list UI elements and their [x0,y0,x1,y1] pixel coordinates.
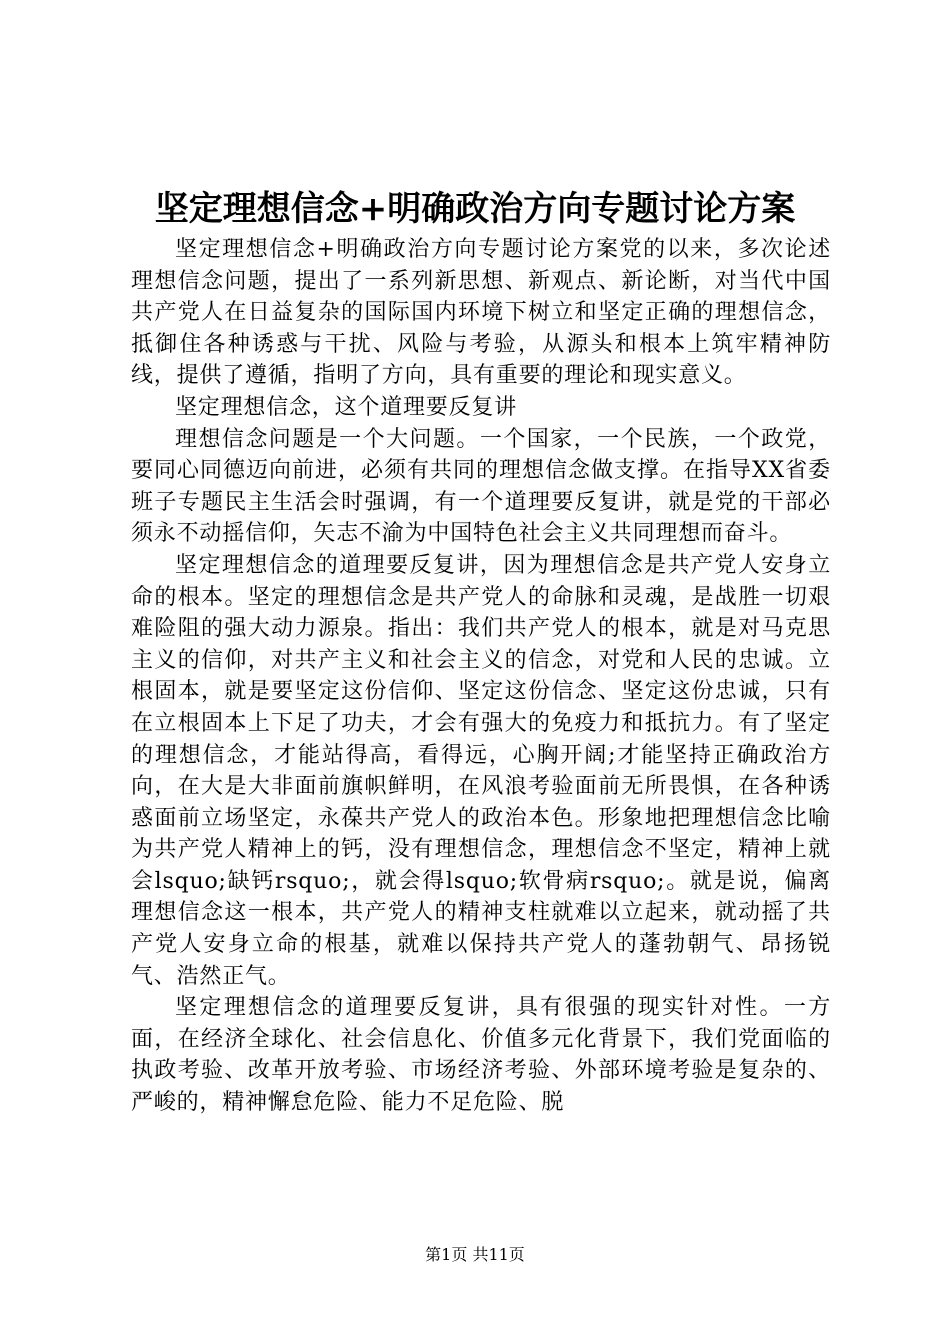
paragraph-intro: 坚定理想信念+明确政治方向专题讨论方案党的以来，多次论述理想信念问题，提出了一系列新思想、新观点、新论断，对当代中国共产党人在日益复杂的国际国内环境下树立和坚定正确的理想信念，抵御住各种诱惑与干扰、风险与考验，从源头和根本上筑牢精神防线，提供了遵循，指明了方向，具有重要的理论和现实意义。 [131,237,831,389]
document-title: 坚定理想信念+明确政治方向专题讨论方案 [154,189,796,229]
paragraph-3: 坚定理想信念的道理要反复讲，因为理想信念是共产党人安身立命的根本。坚定的理想信念是共产党人的命脉和灵魂，是战胜一切艰难险阻的强大动力源泉。指出：我们共产党人的根本，就是对马克思主义的信仰，对共产主义和社会主义的信念，对党和人民的忠诚。立根固本，就是要坚定这份信仰、坚定这份信念、坚定这份忠诚，只有在立根固本上下足了功夫，才会有强大的免疫力和抵抗力。有了坚定的理想信念，才能站得高，看得远，心胸开阔;才能坚持正确政治方向，在大是大非面前旗帜鲜明，在风浪考验面前无所畏惧，在各种诱惑面前立场坚定，永葆共产党人的政治本色。形象地把理想信念比喻为共产党人精神上的钙，没有理想信念，理想信念不坚定，精神上就会lsquo;缺钙rsquo;，就会得lsquo;软骨病rsquo;。就是说，偏离理想信念这一根本，共产党人的精神支柱就难以立起来，就动摇了共产党人安身立命的根基，就难以保持共产党人的蓬勃朝气、昂扬锐气、浩然正气。 [131,552,831,989]
paragraph-subheading: 坚定理想信念，这个道理要反复讲 [175,394,518,420]
paragraph-2: 理想信念问题是一个大问题。一个国家，一个民族，一个政党，要同心同德迈向前进，必须有共同的理想信念做支撑。在指导XX省委班子专题民主生活会时强调，有一个道理要反复讲，就是党的干部必须永不动摇信仰，矢志不渝为中国特色社会主义共同理想而奋斗。 [131,426,831,547]
page-footer: 第1页 共11页 [425,1245,525,1264]
document-body [131,234,831,1119]
paragraph-4: 坚定理想信念的道理要反复讲，具有很强的现实针对性。一方面，在经济全球化、社会信息化、价值多元化背景下，我们党面临的执政考验、改革开放考验、市场经济考验、外部环境考验是复杂的、严峻的，精神懈怠危险、能力不足危险、脱 [131,995,831,1116]
